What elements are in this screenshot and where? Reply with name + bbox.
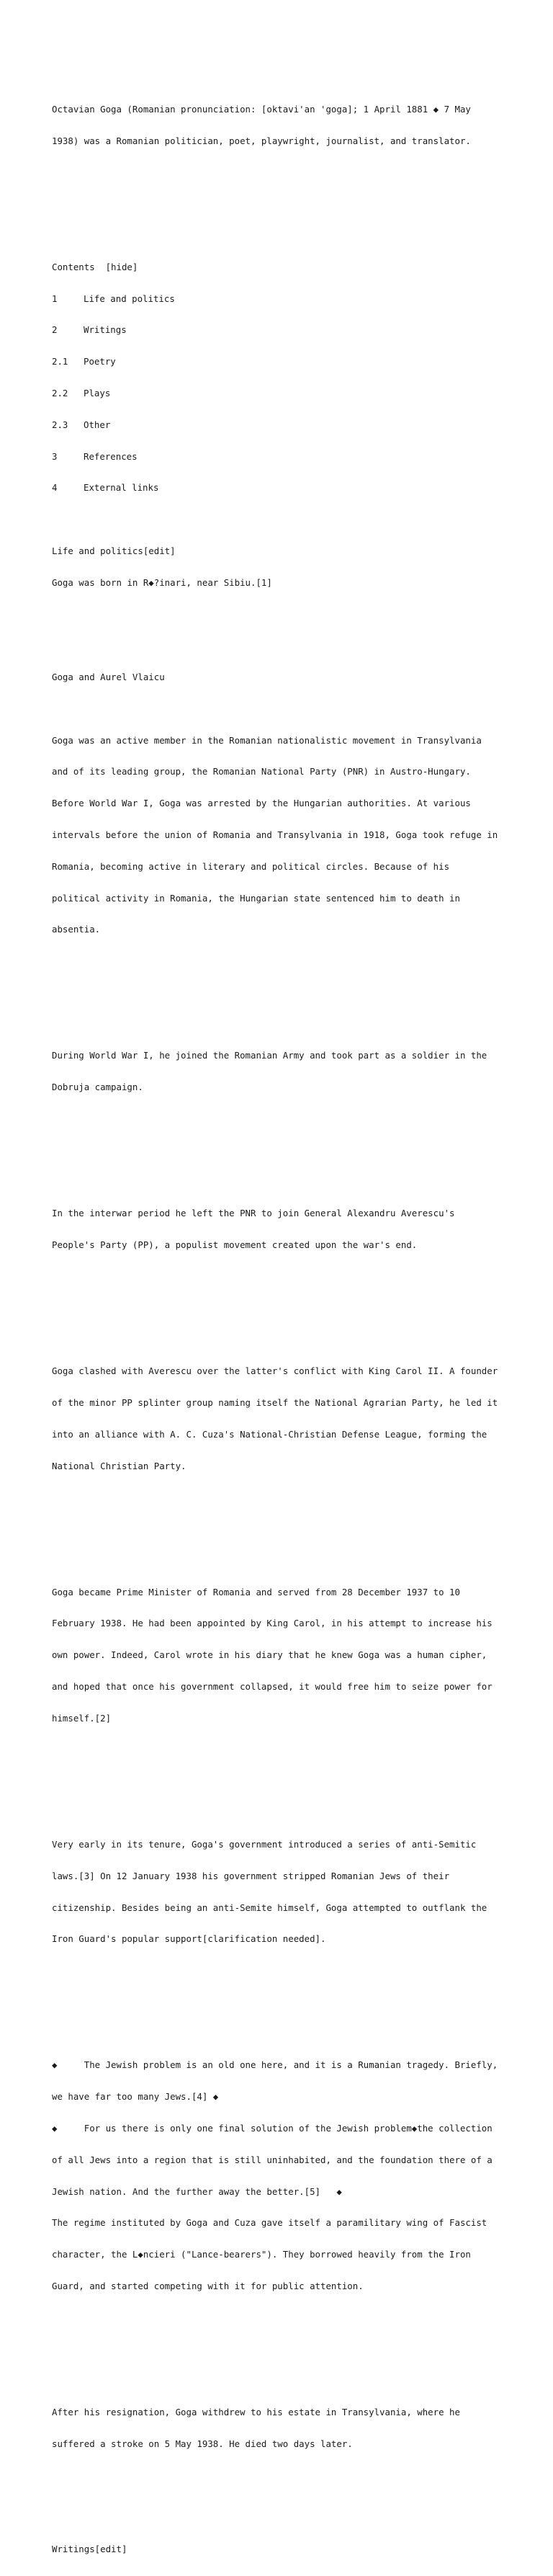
- toc-item-references[interactable]: [52, 452, 527, 463]
- toc-item-poetry[interactable]: [52, 357, 527, 367]
- toc-number: 4: [52, 482, 58, 494]
- quote-line: we have far too many Jews.[4] ◆: [52, 2091, 219, 2103]
- paragraph-government-laws: [52, 1819, 527, 1966]
- paragraph-line: absentia.: [52, 924, 101, 935]
- toc-label: External links: [84, 482, 159, 494]
- paragraph-line: political activity in Romania, the Hungarian state sentenced him to death in: [52, 892, 460, 904]
- paragraph-line: Very early in its tenure, Goga's government introduced a series of anti-Semitic: [52, 1838, 477, 1850]
- quote-line: ◆ The Jewish problem is an old one here, and it is a Rumanian tragedy. Briefly,: [52, 2059, 498, 2071]
- quote-line: Jewish nation. And the further away the better.[5] ◆: [52, 2185, 342, 2197]
- toc-item-external-links[interactable]: [52, 483, 527, 494]
- paragraph-line: Goga clashed with Averescu over the latter's conflict with King Carol II. A founder: [52, 1365, 498, 1377]
- toc-item-life-and-politics[interactable]: [52, 294, 527, 305]
- quote-line: of all Jews into a region that is still uninhabited, and the foundation there of a: [52, 2154, 493, 2165]
- paragraph-line: of the minor PP splinter group naming itself the National Agrarian Party, he led it: [52, 1397, 498, 1408]
- paragraph-line: Dobruja campaign.: [52, 1082, 143, 1093]
- paragraph-line: During World War I, he joined the Romanian Army and took part as a soldier in the: [52, 1050, 487, 1061]
- toc-item-writings[interactable]: [52, 325, 527, 336]
- toc-label: Plays: [84, 388, 111, 398]
- paragraph-world-war: [52, 1030, 527, 1114]
- paragraph-line: Romania, becoming active in literary and political circles. Because of his: [52, 860, 450, 872]
- paragraph-line: Guard, and started competing with it for public attention.: [52, 2280, 364, 2291]
- intro-paragraph: [52, 84, 527, 168]
- paragraph-line: and hoped that once his government collapsed, it would free him to seize power for: [52, 1681, 493, 1693]
- image-caption: Goga and Aurel Vlaicu: [52, 672, 165, 683]
- paragraph-line: citizenship. Besides being an anti-Semite himself, Goga attempted to outflank the: [52, 1902, 487, 1913]
- paragraph-prime-minister: [52, 1566, 527, 1745]
- paragraph-line: himself.[2]: [52, 1712, 112, 1724]
- intro-line: Octavian Goga (Romanian pronunciation: [oktavi'an 'goga]; 1 April 1881 ◆ 7 May: [52, 103, 471, 115]
- paragraph-line: Iron Guard's popular support[clarification needed].: [52, 1933, 326, 1945]
- paragraph-nationalist-movement: [52, 714, 527, 956]
- toc-item-plays[interactable]: [52, 388, 527, 399]
- paragraph-line: February 1938. He had been appointed by King Carol, in his attempt to increase his: [52, 1618, 493, 1629]
- document-body: [52, 52, 527, 2576]
- intro-line: 1938) was a Romanian politician, poet, playwright, journalist, and translator.: [52, 135, 471, 146]
- toc-number: 2: [52, 324, 58, 336]
- paragraph-line: laws.[3] On 12 January 1938 his government stripped Romanian Jews of their: [52, 1870, 450, 1881]
- paragraph-line: Goga became Prime Minister of Romania and served from 28 December 1937 to 10: [52, 1586, 460, 1597]
- quote-line: ◆ For us there is only one final solution of the Jewish problem◆the collection: [52, 2122, 493, 2134]
- paragraph-line: In the interwar period he left the PNR to join General Alexandru Averescu's: [52, 1208, 455, 1219]
- paragraph-line: and of its leading group, the Romanian National Party (PNR) in Austro-Hungary.: [52, 766, 471, 777]
- toc-label: References: [84, 450, 138, 462]
- paragraph-line: own power. Indeed, Carol wrote in his diary that he knew Goga was a human cipher,: [52, 1649, 487, 1661]
- paragraph-resignation: [52, 2386, 527, 2471]
- paragraph-averescu-conflict: [52, 1345, 527, 1492]
- toc-label: Poetry: [84, 356, 116, 367]
- paragraph-line: National Christian Party.: [52, 1460, 186, 1471]
- paragraph-line: People's Party (PP), a populist movement created upon the war's end.: [52, 1239, 418, 1251]
- toc-number: 2.1: [52, 356, 68, 367]
- paragraph-line: Goga was an active member in the Romanian nationalistic movement in Transylvania: [52, 734, 482, 746]
- quotes-block: [52, 2039, 527, 2312]
- toc-label: Other: [84, 419, 111, 430]
- paragraph-line: The regime instituted by Goga and Cuza gave itself a paramilitary wing of Fascist: [52, 2217, 487, 2229]
- toc-number: 3: [52, 450, 58, 462]
- section-heading-writings[interactable]: Writings[edit]: [52, 2543, 127, 2554]
- birth-line: Goga was born in R◆?inari, near Sibiu.[1]: [52, 576, 272, 588]
- toc-label: Writings: [84, 324, 127, 336]
- paragraph-line: character, the L◆ncieri ("Lance-bearers"). They borrowed heavily from the Iron: [52, 2249, 471, 2260]
- paragraph-line: Before World War I, Goga was arrested by the Hungarian authorities. At various: [52, 798, 471, 809]
- toc-heading[interactable]: Contents [hide]: [52, 261, 138, 272]
- paragraph-line: After his resignation, Goga withdrew to his estate in Transylvania, where he: [52, 2407, 460, 2417]
- toc-label: Life and politics: [84, 293, 175, 304]
- toc-number: 1: [52, 293, 58, 304]
- table-of-contents: [52, 241, 527, 514]
- section-heading-life-and-politics[interactable]: Life and politics[edit]: [52, 545, 176, 556]
- paragraph-line: intervals before the union of Romania and Transylvania in 1918, Goga took refuge in: [52, 829, 498, 840]
- paragraph-line: suffered a stroke on 5 May 1938. He died two days later.: [52, 2438, 353, 2449]
- paragraph-interwar: [52, 1187, 527, 1272]
- toc-number: 2.2: [52, 388, 68, 398]
- paragraph-line: into an alliance with A. C. Cuza's National-Christian Defense League, forming the: [52, 1428, 487, 1440]
- toc-item-other[interactable]: [52, 420, 527, 431]
- toc-number: 2.3: [52, 419, 68, 430]
